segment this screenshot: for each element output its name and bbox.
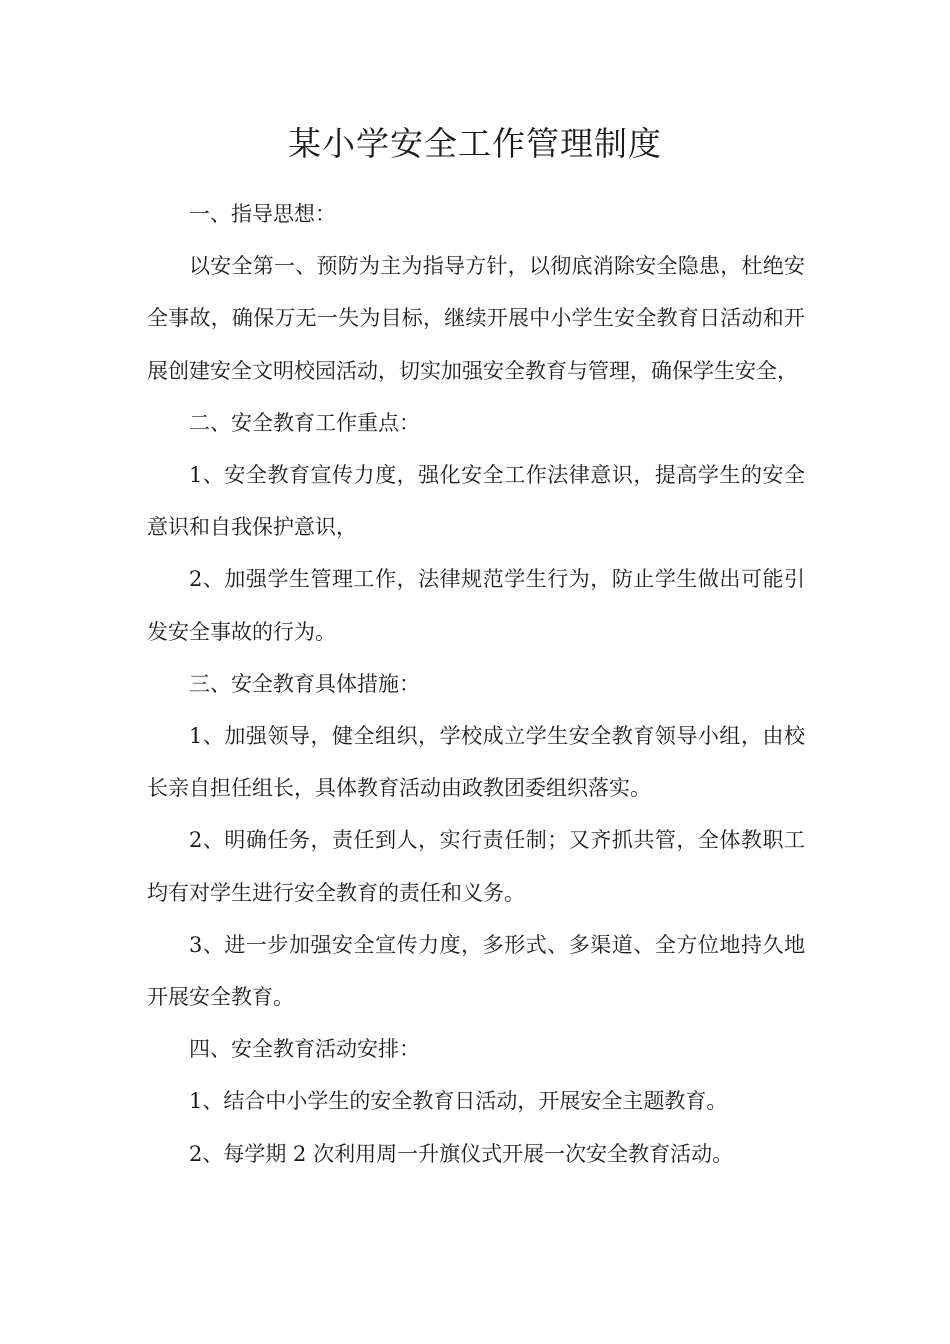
paragraph-activity-1: 1、结合中小学生的安全教育日活动，开展安全主题教育。 bbox=[189, 1089, 728, 1114]
paragraph-key-point-1: 1、安全教育宣传力度，强化安全工作法律意识，提高学生的安全意识和自我保护意识， bbox=[147, 463, 805, 540]
section-heading-key-points: 二、安全教育工作重点： bbox=[189, 410, 420, 435]
paragraph-measure-2: 2、明确任务，责任到人，实行责任制；又齐抓共管，全体教职工均有对学生进行安全教育的责任和义务。 bbox=[147, 828, 805, 905]
section-heading-activities: 四、安全教育活动安排： bbox=[189, 1037, 420, 1062]
document-title: 某小学安全工作管理制度 bbox=[288, 124, 662, 163]
paragraph-guiding-idea: 以安全第一、预防为主为指导方针，以彻底消除安全隐患，杜绝安全事故，确保万无一失为目标，继续开展中小学生安全教育日活动和开展创建安全文明校园活动，切实加强安全教育与管理，确保学生安全， bbox=[147, 254, 805, 383]
paragraph-activity-2: 2、每学期 2 次利用周一升旗仪式开展一次安全教育活动。 bbox=[189, 1141, 734, 1166]
section-heading-guiding-idea: 一、指导思想： bbox=[189, 202, 336, 226]
section-heading-measures: 三、安全教育具体措施： bbox=[189, 671, 420, 696]
document-body bbox=[147, 188, 805, 1180]
paragraph-measure-3: 3、进一步加强安全宣传力度，多形式、多渠道、全方位地持久地开展安全教育。 bbox=[147, 932, 805, 1010]
paragraph-key-point-2: 2、加强学生管理工作，法律规范学生行为，防止学生做出可能引发安全事故的行为。 bbox=[147, 567, 805, 644]
paragraph-measure-1: 1、加强领导，健全组织，学校成立学生安全教育领导小组，由校长亲自担任组长，具体教育活动由政教团委组织落实。 bbox=[147, 724, 805, 801]
